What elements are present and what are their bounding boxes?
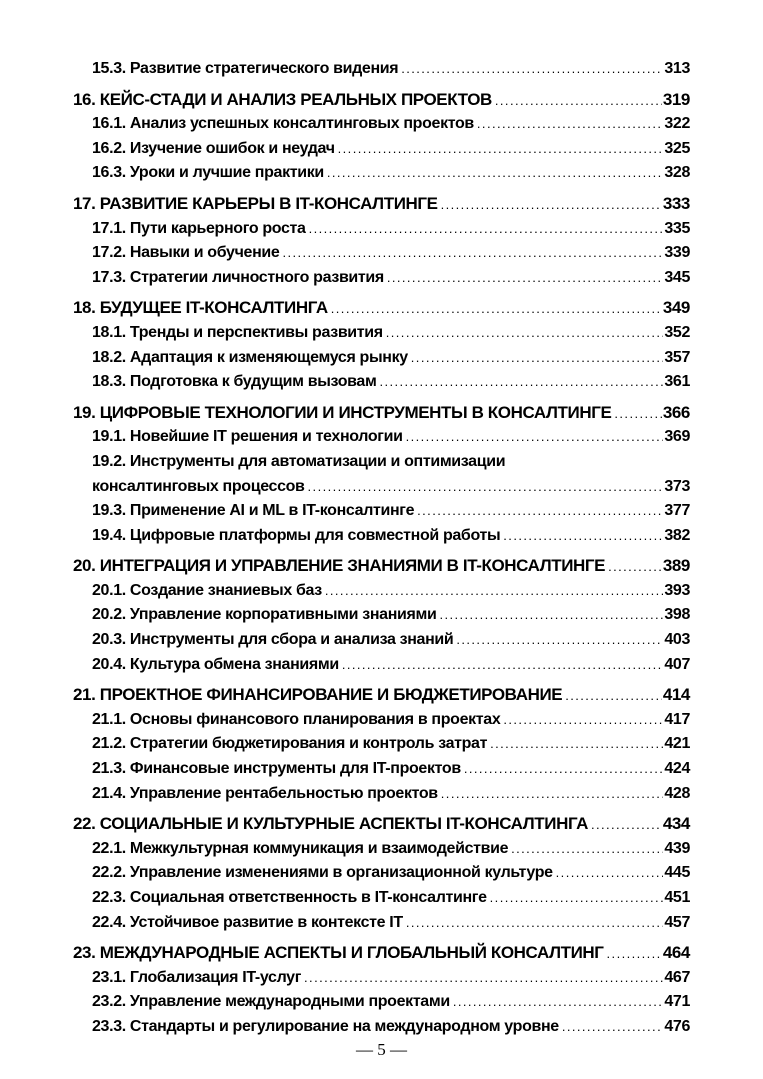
toc-entry-page: 352 xyxy=(664,323,690,341)
toc-chapter-entry[interactable] xyxy=(73,812,690,837)
dot-leader xyxy=(439,603,663,628)
dot-leader xyxy=(614,402,661,427)
toc-entry-page: 464 xyxy=(662,943,690,963)
toc-section-entry[interactable] xyxy=(73,628,690,653)
toc-entry-page: 421 xyxy=(664,735,690,753)
toc-entry-title: 22.3. Социальная ответственность в IT-консалтинге xyxy=(92,889,487,906)
toc-entry-title: 19.4. Цифровые платформы для совместной работы xyxy=(92,526,501,544)
toc-section-entry[interactable] xyxy=(73,653,690,678)
toc-entry-title: 20.2. Управление корпоративными знаниями xyxy=(92,606,437,624)
toc-entry-title: 20.1. Создание знаниевых баз xyxy=(92,581,322,599)
toc-entry-title: 17.2. Навыки и обучение xyxy=(92,244,280,262)
toc-entry-page: 445 xyxy=(664,864,690,882)
toc-section-entry[interactable] xyxy=(73,966,690,991)
toc-entry-title: 23. МЕЖДУНАРОДНЫЕ АСПЕКТЫ И ГЛОБАЛЬНЫЙ КОНСАЛТИНГ xyxy=(73,943,604,963)
dot-leader xyxy=(309,217,664,242)
toc-entry-page: 467 xyxy=(664,968,690,986)
toc-entry-title: 16.3. Уроки и лучшие практики xyxy=(92,164,324,182)
toc-entry-page: 369 xyxy=(664,428,690,446)
toc-section-entry[interactable] xyxy=(73,346,690,371)
toc-section-entry[interactable] xyxy=(73,241,690,266)
table-of-contents xyxy=(73,57,690,1046)
toc-entry-page: 325 xyxy=(664,139,690,157)
dot-leader xyxy=(453,990,664,1015)
page-number: — 5 — xyxy=(356,1040,407,1059)
toc-entry-title: 21. ПРОЕКТНОЕ ФИНАНСИРОВАНИЕ И БЮДЖЕТИРОВАНИЕ xyxy=(73,685,563,705)
toc-entry-page: 339 xyxy=(664,244,690,262)
toc-entry-title: 17.3. Стратегии личностного развития xyxy=(92,268,384,286)
toc-section-entry[interactable] xyxy=(73,266,690,291)
toc-section-entry[interactable] xyxy=(73,425,690,450)
toc-section-entry[interactable] xyxy=(73,911,690,936)
toc-entry-title: 16.2. Изучение ошибок и неудач xyxy=(92,139,335,157)
dot-leader xyxy=(331,297,662,322)
toc-section-entry[interactable] xyxy=(73,57,690,82)
toc-entry-title: 15.3. Развитие стратегического видения xyxy=(92,60,399,77)
dot-leader xyxy=(282,241,663,266)
toc-entry-page: 471 xyxy=(664,993,690,1011)
toc-entry-title: 21.4. Управление рентабельностью проектов xyxy=(92,784,438,802)
dot-leader xyxy=(325,579,663,604)
toc-entry-page: 322 xyxy=(664,115,690,133)
toc-entry-page: 345 xyxy=(664,268,690,286)
toc-chapter-entry[interactable] xyxy=(73,941,690,966)
toc-entry-page: 389 xyxy=(662,556,690,576)
dot-leader xyxy=(406,911,664,936)
toc-section-entry[interactable] xyxy=(73,708,690,733)
dot-leader xyxy=(406,425,664,450)
toc-entry-page: 457 xyxy=(664,913,690,931)
toc-chapter-block xyxy=(73,554,690,677)
toc-entry-page: 313 xyxy=(664,60,690,77)
toc-entry-title: 22.1. Межкультурная коммуникация и взаимодействие xyxy=(92,839,509,857)
dot-leader xyxy=(387,266,663,291)
toc-section-entry[interactable] xyxy=(73,112,690,137)
toc-entry-title: 21.1. Основы финансового планирования в проектах xyxy=(92,710,501,728)
toc-section-entry[interactable] xyxy=(73,782,690,807)
toc-entry-title: 23.2. Управление международными проектами xyxy=(92,993,450,1011)
dot-leader xyxy=(464,757,664,782)
toc-entry-title: 17. РАЗВИТИЕ КАРЬЕРЫ В IT-КОНСАЛТИНГЕ xyxy=(73,193,438,213)
toc-entry-page: 393 xyxy=(664,581,690,599)
dot-leader xyxy=(503,524,663,549)
toc-entry-title: 18. БУДУЩЕЕ IT-КОНСАЛТИНГА xyxy=(73,298,328,318)
dot-leader xyxy=(441,193,662,218)
dot-leader xyxy=(456,628,663,653)
dot-leader xyxy=(490,732,663,757)
toc-entry-title: 18.2. Адаптация к изменяющемуся рынку xyxy=(92,348,408,366)
toc-chapter-entry[interactable] xyxy=(73,554,690,579)
toc-entry-page: 373 xyxy=(664,477,690,495)
toc-entry-page: 319 xyxy=(662,89,690,109)
toc-entry-title: 22. СОЦИАЛЬНЫЕ И КУЛЬТУРНЫЕ АСПЕКТЫ IT-КОНСАЛТИНГА xyxy=(73,814,588,834)
toc-chapter-block xyxy=(73,88,690,186)
toc-section-entry[interactable] xyxy=(73,137,690,162)
dot-leader xyxy=(342,653,664,678)
toc-chapter-entry[interactable] xyxy=(73,192,690,217)
toc-section-entry[interactable] xyxy=(73,217,690,242)
dot-leader xyxy=(304,966,663,991)
toc-entry-page: 328 xyxy=(664,164,690,182)
toc-entry-title: 21.2. Стратегии бюджетирования и контроль затрат xyxy=(92,735,488,753)
toc-entry-page: 428 xyxy=(664,784,690,802)
toc-section-entry[interactable] xyxy=(73,475,690,500)
dot-leader xyxy=(565,684,662,709)
toc-entry-title-line1: 19.2. Инструменты для автоматизации и оптимизации xyxy=(92,452,506,470)
dot-leader xyxy=(338,137,664,162)
toc-entry-page: 333 xyxy=(662,193,690,213)
toc-section-entry[interactable] xyxy=(73,990,690,1015)
toc-entry-page: 476 xyxy=(664,1017,690,1035)
dot-leader xyxy=(562,1015,664,1040)
dot-leader xyxy=(511,837,663,862)
toc-entry-title: 16.1. Анализ успешных консалтинговых проектов xyxy=(92,115,474,133)
toc-chapter-entry[interactable] xyxy=(73,296,690,321)
dot-leader xyxy=(607,942,662,967)
toc-section-entry[interactable] xyxy=(73,886,690,911)
toc-section-entry[interactable] xyxy=(73,1015,690,1040)
dot-leader xyxy=(308,475,664,500)
toc-entry-page: 398 xyxy=(664,606,690,624)
dot-leader xyxy=(503,708,663,733)
toc-entry-title: 21.3. Финансовые инструменты для IT-проектов xyxy=(92,760,461,778)
toc-section-entry[interactable] xyxy=(73,757,690,782)
dot-leader xyxy=(441,782,664,807)
toc-entry-title: 22.4. Устойчивое развитие в контексте IT xyxy=(92,913,403,931)
toc-entry-page: 424 xyxy=(664,760,690,778)
dot-leader xyxy=(379,370,663,395)
dot-leader xyxy=(401,57,663,82)
toc-entry-title: 23.3. Стандарты и регулирование на международном уровне xyxy=(92,1017,559,1035)
toc-chapter-block xyxy=(73,296,690,394)
dot-leader xyxy=(327,161,663,186)
toc-chapter-block xyxy=(73,401,690,549)
toc-section-entry[interactable] xyxy=(73,861,690,886)
toc-entry-page: 377 xyxy=(664,502,690,520)
dot-leader xyxy=(417,499,663,524)
toc-chapter-block xyxy=(73,941,690,1039)
toc-entry-title: 20. ИНТЕГРАЦИЯ И УПРАВЛЕНИЕ ЗНАНИЯМИ В IT-КОНСАЛТИНГЕ xyxy=(73,556,606,576)
toc-entry-title: 17.1. Пути карьерного роста xyxy=(92,219,306,237)
toc-entry-title: 20.4. Культура обмена знаниями xyxy=(92,655,339,673)
toc-chapter-block xyxy=(73,57,690,82)
toc-section-entry[interactable] xyxy=(73,499,690,524)
toc-entry-page: 361 xyxy=(664,373,690,391)
dot-leader xyxy=(556,861,664,886)
dot-leader xyxy=(608,555,662,580)
toc-entry-page: 451 xyxy=(664,889,690,906)
toc-chapter-entry[interactable] xyxy=(73,683,690,708)
toc-entry-page: 357 xyxy=(664,348,690,366)
toc-section-entry[interactable] xyxy=(73,837,690,862)
toc-entry-page: 335 xyxy=(664,219,690,237)
toc-section-entry[interactable] xyxy=(73,321,690,346)
dot-leader xyxy=(477,112,663,137)
toc-entry-page: 366 xyxy=(662,402,690,422)
toc-entry-title: 18.3. Подготовка к будущим вызовам xyxy=(92,373,377,391)
toc-entry-title: консалтинговых процессов xyxy=(92,477,305,495)
toc-entry-page: 417 xyxy=(664,710,690,728)
toc-section-entry[interactable] xyxy=(73,732,690,757)
toc-entry-page: 414 xyxy=(662,685,690,705)
toc-chapter-entry[interactable] xyxy=(73,401,690,426)
toc-chapter-entry[interactable] xyxy=(73,88,690,113)
toc-entry-page: 349 xyxy=(662,298,690,318)
toc-entry-title: 20.3. Инструменты для сбора и анализа знаний xyxy=(92,631,454,649)
toc-entry-page: 439 xyxy=(664,839,690,857)
toc-section-entry[interactable] xyxy=(73,370,690,395)
dot-leader xyxy=(411,346,664,371)
toc-entry-title: 18.1. Тренды и перспективы развития xyxy=(92,323,383,341)
toc-entry-page: 407 xyxy=(664,655,690,673)
toc-chapter-block xyxy=(73,812,690,935)
dot-leader xyxy=(591,813,662,838)
toc-entry-title: 19. ЦИФРОВЫЕ ТЕХНОЛОГИИ И ИНСТРУМЕНТЫ В КОНСАЛТИНГЕ xyxy=(73,402,612,422)
toc-entry-title: 22.2. Управление изменениями в организационной культуре xyxy=(92,864,553,882)
dot-leader xyxy=(386,321,664,346)
toc-chapter-block xyxy=(73,683,690,806)
toc-entry-page: 434 xyxy=(662,814,690,834)
toc-entry-title: 19.3. Применение AI и ML в IT-консалтинге xyxy=(92,502,415,520)
toc-entry-title: 16. КЕЙС-СТАДИ И АНАЛИЗ РЕАЛЬНЫХ ПРОЕКТОВ xyxy=(73,89,492,109)
toc-section-entry[interactable] xyxy=(73,579,690,604)
toc-section-entry[interactable] xyxy=(73,161,690,186)
dot-leader xyxy=(495,89,662,114)
toc-entry-title: 19.1. Новейшие IT решения и технологии xyxy=(92,428,403,446)
toc-chapter-block xyxy=(73,192,690,290)
toc-section-entry[interactable] xyxy=(73,603,690,628)
toc-entry-title: 23.1. Глобализация IT-услуг xyxy=(92,968,302,986)
toc-entry-page: 382 xyxy=(664,526,690,544)
toc-entry-page: 403 xyxy=(664,631,690,649)
toc-section-entry[interactable] xyxy=(73,524,690,549)
dot-leader xyxy=(490,886,664,911)
